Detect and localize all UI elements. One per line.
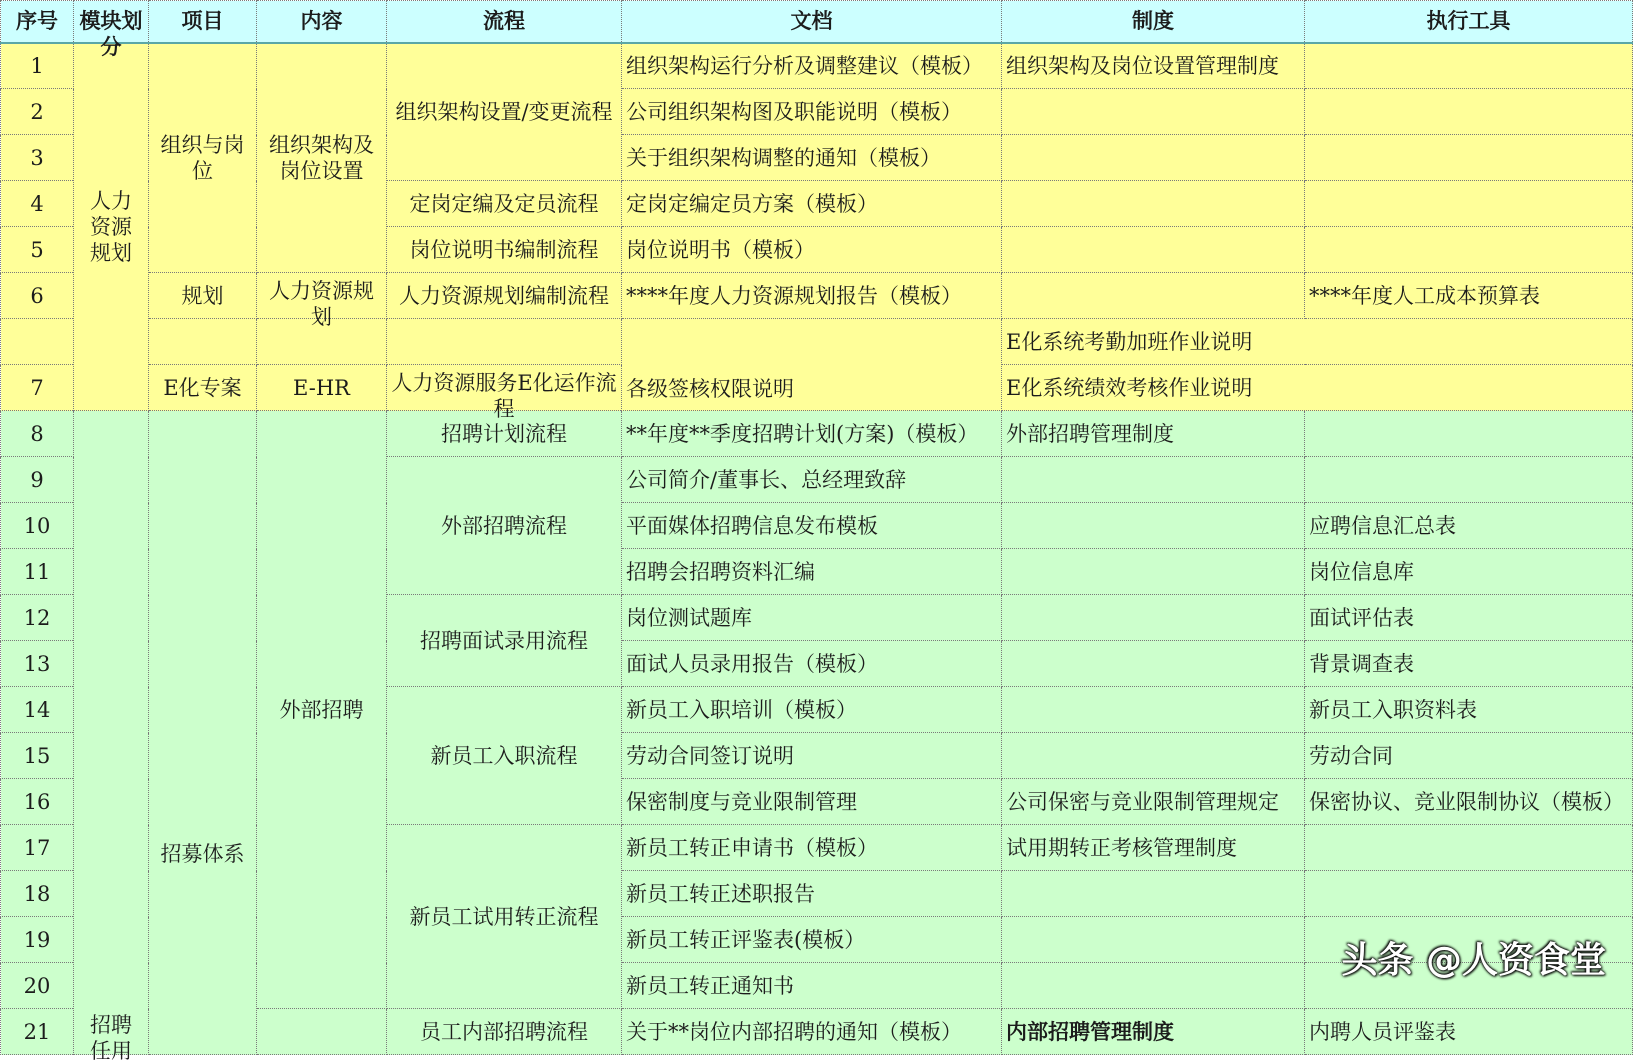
cell-seq[interactable]: 5 <box>1 227 74 273</box>
cell-process[interactable]: 员工内部招聘流程 <box>387 1009 622 1055</box>
cell-content-org[interactable]: 组织架构及岗位设置 <box>257 43 387 273</box>
cell-system[interactable] <box>1002 503 1305 549</box>
cell-document[interactable] <box>622 319 1002 411</box>
header-module-label: 模块划分 <box>79 8 143 60</box>
table-row <box>1 411 1633 457</box>
cell-system[interactable]: E化系统绩效考核作业说明 <box>1002 365 1633 411</box>
cell-document[interactable] <box>622 43 1002 89</box>
cell-document[interactable]: 新员工转正评鉴表(模板） <box>622 917 1002 963</box>
cell-project[interactable]: 规划 <box>149 273 257 319</box>
cell-document[interactable]: 公司组织架构图及职能说明（模板） <box>622 89 1002 135</box>
cell-tool[interactable]: 背景调查表 <box>1305 641 1633 687</box>
cell-document[interactable]: 保密制度与竞业限制管理 <box>622 779 1002 825</box>
cell-process-text: 人力资源服务E化运作流程 <box>391 370 617 421</box>
cell-tool[interactable] <box>1305 779 1633 825</box>
cell-seq[interactable]: 20 <box>1 963 74 1009</box>
cell-system-text: 公司保密与竞业限制管理规定 <box>1006 789 1279 814</box>
cell-tool-text: 保密协议、竞业限制协议（模板） <box>1309 789 1624 814</box>
header-system[interactable]: 制度 <box>1002 1 1305 43</box>
cell-tool[interactable]: 面试评估表 <box>1305 595 1633 641</box>
cell-content-external[interactable]: 外部招聘 <box>257 411 387 1009</box>
cell-seq[interactable]: 15 <box>1 733 74 779</box>
table-row <box>1 319 1633 365</box>
cell-document[interactable]: 岗位测试题库 <box>622 595 1002 641</box>
cell-seq[interactable]: 21 <box>1 1009 74 1055</box>
cell-document[interactable]: 招聘会招聘资料汇编 <box>622 549 1002 595</box>
cell-seq[interactable]: 17 <box>1 825 74 871</box>
cell-tool[interactable] <box>1305 457 1633 503</box>
cell-tool[interactable] <box>1305 871 1633 917</box>
cell-seq[interactable]: 11 <box>1 549 74 595</box>
cell-project-org[interactable]: 组织与岗位 <box>149 43 257 273</box>
cell-system[interactable] <box>1002 549 1305 595</box>
cell-tool[interactable] <box>1305 227 1633 273</box>
cell-tool[interactable]: 新员工入职资料表 <box>1305 687 1633 733</box>
table-row <box>1 273 1633 319</box>
cell-process-org[interactable]: 组织架构设置/变更流程 <box>387 43 622 181</box>
cell-process-onboard[interactable]: 新员工入职流程 <box>387 687 622 825</box>
header-module[interactable] <box>74 1 149 60</box>
header-process[interactable]: 流程 <box>387 1 622 43</box>
watermark-text: 头条 @人资食堂 <box>1341 940 1606 981</box>
header-content[interactable]: 内容 <box>257 1 387 43</box>
cell-tool[interactable]: 岗位信息库 <box>1305 549 1633 595</box>
cell-seq[interactable]: 19 <box>1 917 74 963</box>
cell-system[interactable] <box>1002 227 1305 273</box>
cell-system[interactable] <box>1002 687 1305 733</box>
cell-tool[interactable] <box>1305 825 1633 871</box>
cell-document[interactable]: 新员工转正述职报告 <box>622 871 1002 917</box>
cell-document[interactable]: 定岗定编定员方案（模板） <box>622 181 1002 227</box>
cell-document[interactable] <box>622 411 1002 457</box>
cell-system[interactable] <box>1002 43 1305 89</box>
cell-document[interactable]: 关于**岗位内部招聘的通知（模板） <box>622 1009 1002 1055</box>
cell-project[interactable]: E化专案 <box>149 365 257 411</box>
cell-project-recruit[interactable] <box>149 411 257 1055</box>
header-seq[interactable]: 序号 <box>1 1 74 43</box>
cell-document[interactable]: 劳动合同签订说明 <box>622 733 1002 779</box>
cell-system[interactable] <box>1002 457 1305 503</box>
cell-project[interactable] <box>149 319 257 365</box>
cell-seq[interactable]: 4 <box>1 181 74 227</box>
cell-project-recruit-text: 招募体系 <box>160 842 245 866</box>
cell-system[interactable]: 内部招聘管理制度 <box>1002 1009 1305 1055</box>
cell-process[interactable]: 招聘计划流程 <box>387 411 622 457</box>
cell-module-hr-planning[interactable]: 人力资源规划 <box>74 43 149 411</box>
cell-seq[interactable]: 16 <box>1 779 74 825</box>
cell-document-text: 组织架构运行分析及调整建议（模板） <box>626 53 983 78</box>
header-document[interactable]: 文档 <box>622 1 1002 43</box>
header-tool[interactable]: 执行工具 <box>1305 1 1633 43</box>
cell-process-text: 人力资源规划编制流程 <box>399 283 609 308</box>
cell-system[interactable]: E化系统考勤加班作业说明 <box>1002 319 1633 365</box>
cell-process-external[interactable]: 外部招聘流程 <box>387 457 622 595</box>
cell-document-text: **年度**季度招聘计划(方案)（模板） <box>626 421 979 446</box>
cell-system[interactable] <box>1002 135 1305 181</box>
cell-system[interactable] <box>1002 871 1305 917</box>
cell-document[interactable]: 平面媒体招聘信息发布模板 <box>622 503 1002 549</box>
cell-system[interactable]: 试用期转正考核管理制度 <box>1002 825 1305 871</box>
cell-seq[interactable]: 9 <box>1 457 74 503</box>
cell-document[interactable]: 公司简介/董事长、总经理致辞 <box>622 457 1002 503</box>
header-project[interactable]: 项目 <box>149 1 257 43</box>
cell-tool[interactable] <box>1305 43 1633 89</box>
cell-seq[interactable]: 13 <box>1 641 74 687</box>
cell-document[interactable]: ****年度人力资源规划报告（模板） <box>622 273 1002 319</box>
cell-tool[interactable]: 内聘人员评鉴表 <box>1305 1009 1633 1055</box>
cell-tool[interactable] <box>1305 917 1633 963</box>
cell-seq[interactable]: 18 <box>1 871 74 917</box>
cell-document[interactable]: 关于组织架构调整的通知（模板） <box>622 135 1002 181</box>
cell-content[interactable] <box>257 273 387 329</box>
cell-seq[interactable]: 6 <box>1 273 74 319</box>
cell-tool[interactable] <box>1305 963 1633 1009</box>
cell-seq[interactable]: 10 <box>1 503 74 549</box>
cell-tool[interactable] <box>1305 411 1633 457</box>
cell-document[interactable]: 新员工转正通知书 <box>622 963 1002 1009</box>
cell-system[interactable]: 外部招聘管理制度 <box>1002 411 1305 457</box>
header-row <box>1 1 1633 43</box>
cell-seq[interactable]: 14 <box>1 687 74 733</box>
cell-module-recruit-text: 招聘任用 <box>90 1013 132 1063</box>
cell-tool[interactable]: ****年度人工成本预算表 <box>1305 273 1633 319</box>
cell-seq[interactable]: 12 <box>1 595 74 641</box>
cell-process[interactable] <box>387 365 622 421</box>
cell-seq[interactable] <box>1 319 74 365</box>
cell-process[interactable]: 岗位说明书编制流程 <box>387 227 622 273</box>
cell-module-recruit[interactable] <box>74 411 149 1063</box>
cell-process[interactable] <box>387 273 622 319</box>
cell-seq[interactable]: 1 <box>1 43 74 89</box>
cell-tool[interactable] <box>1305 181 1633 227</box>
cell-seq[interactable]: 2 <box>1 89 74 135</box>
cell-content[interactable]: E-HR <box>257 365 387 411</box>
cell-system[interactable] <box>1002 89 1305 135</box>
cell-process-interview[interactable]: 招聘面试录用流程 <box>387 595 622 687</box>
cell-system[interactable] <box>1002 641 1305 687</box>
cell-document[interactable]: 新员工入职培训（模板） <box>622 687 1002 733</box>
cell-system[interactable] <box>1002 963 1305 1009</box>
cell-process[interactable]: 定岗定编及定员流程 <box>387 181 622 227</box>
cell-tool[interactable]: 应聘信息汇总表 <box>1305 503 1633 549</box>
table-row <box>1 43 1633 89</box>
cell-system[interactable] <box>1002 273 1305 319</box>
cell-document[interactable]: 面试人员录用报告（模板） <box>622 641 1002 687</box>
cell-seq[interactable]: 8 <box>1 411 74 457</box>
cell-process[interactable] <box>387 319 622 365</box>
cell-system[interactable] <box>1002 181 1305 227</box>
cell-content-internal[interactable] <box>257 1009 387 1055</box>
cell-content-text: 人力资源规划 <box>269 278 374 329</box>
cell-document-text: 各级签核权限说明 <box>626 377 794 401</box>
cell-system[interactable] <box>1002 595 1305 641</box>
cell-seq[interactable]: 3 <box>1 135 74 181</box>
cell-system[interactable] <box>1002 779 1305 825</box>
cell-document[interactable]: 岗位说明书（模板） <box>622 227 1002 273</box>
cell-system[interactable] <box>1002 733 1305 779</box>
cell-system[interactable] <box>1002 917 1305 963</box>
cell-system-text: 组织架构及岗位设置管理制度 <box>1006 53 1279 78</box>
cell-tool[interactable]: 劳动合同 <box>1305 733 1633 779</box>
cell-document[interactable]: 新员工转正申请书（模板） <box>622 825 1002 871</box>
cell-seq[interactable]: 7 <box>1 365 74 411</box>
cell-process-probation[interactable]: 新员工试用转正流程 <box>387 825 622 1009</box>
cell-tool[interactable] <box>1305 135 1633 181</box>
cell-tool[interactable] <box>1305 89 1633 135</box>
